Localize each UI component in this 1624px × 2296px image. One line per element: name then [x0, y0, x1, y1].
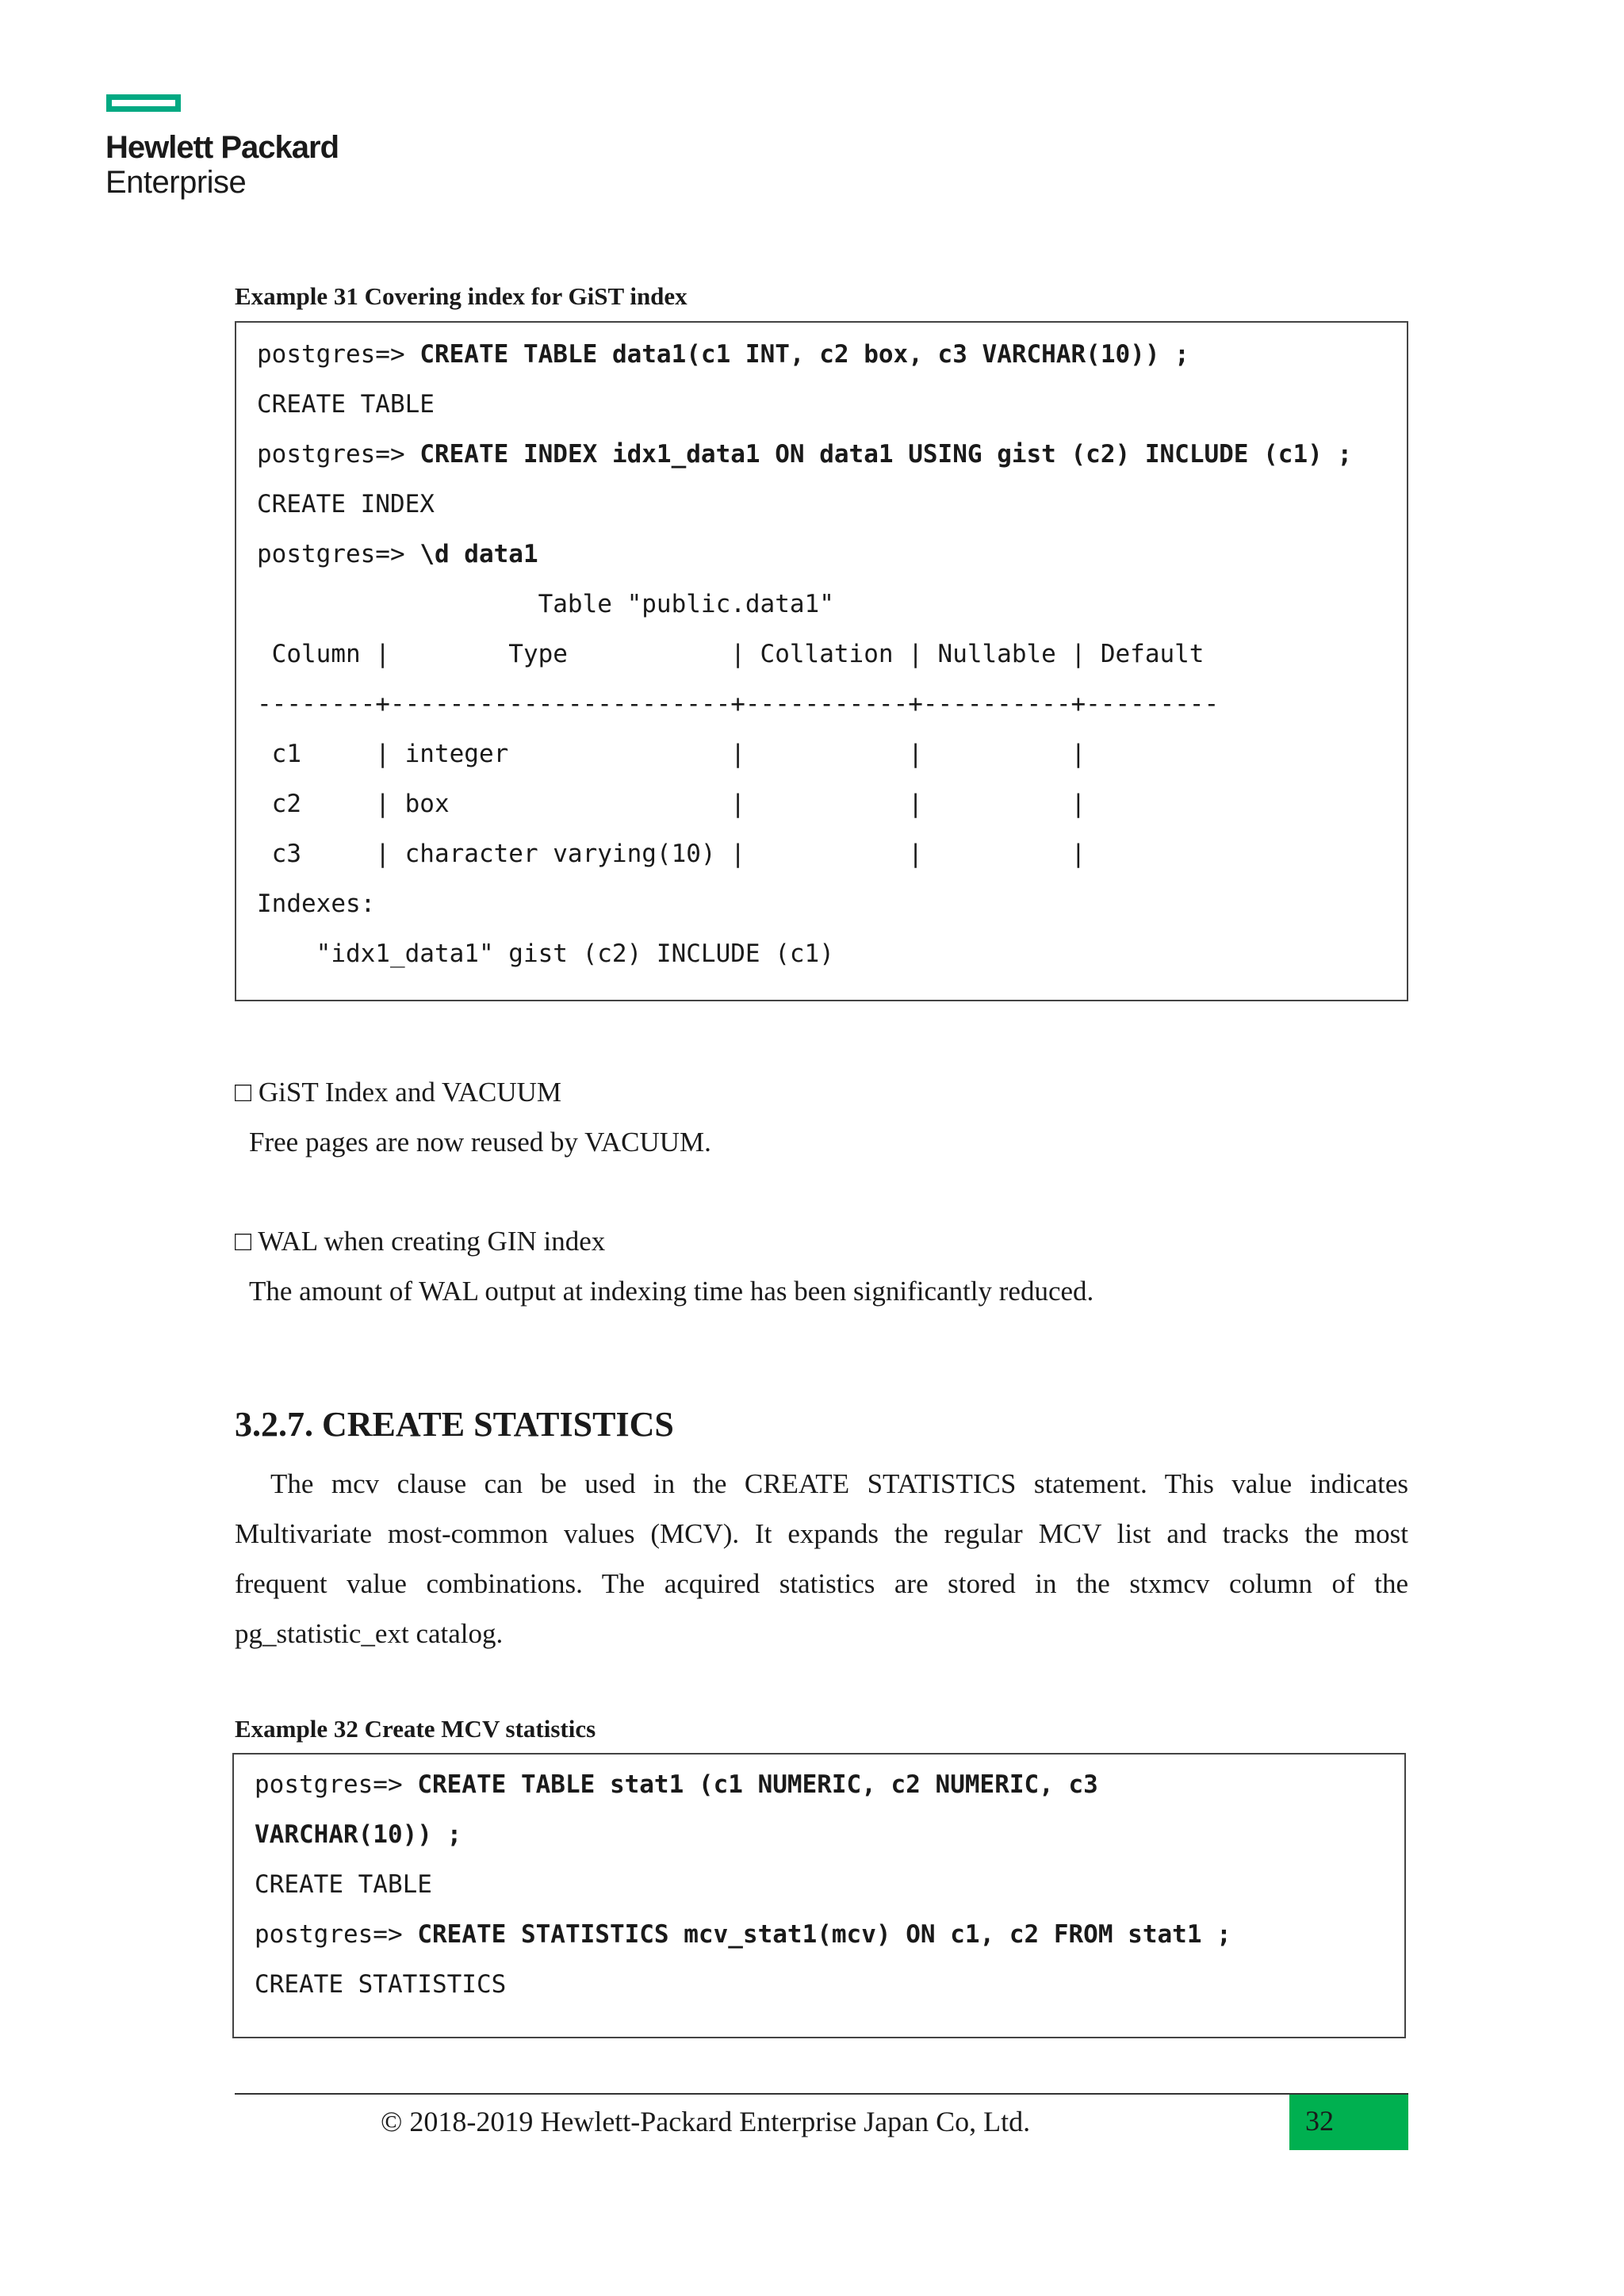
code-line: --------+-----------------------+-----------+----------+--------- [257, 690, 1220, 718]
code-line: "idx1_data1" gist (c2) INCLUDE (c1) [257, 939, 834, 968]
page-number-badge [1289, 2095, 1408, 2150]
page-number: 32 [1305, 2105, 1334, 2137]
paragraph-line: The mcv clause can be used in the CREATE STATISTICS statement. This value indicates [235, 1468, 1408, 1499]
hpe-logo [105, 94, 359, 205]
code-line: postgres=> CREATE TABLE stat1 (c1 NUMERIC, c2 NUMERIC, c3 [255, 1770, 1098, 1799]
section-heading: 3.2.7. CREATE STATISTICS [235, 1405, 674, 1444]
code-line: Indexes: [257, 890, 376, 918]
code-line: postgres=> CREATE INDEX idx1_data1 ON data1 USING gist (c2) INCLUDE (c1) ; [257, 440, 1353, 469]
footer-divider [235, 2093, 1408, 2095]
example32-code-block [232, 1753, 1406, 2038]
logo-text-line1: Hewlett Packard [105, 130, 339, 165]
code-line: postgres=> CREATE STATISTICS mcv_stat1(mcv) ON c1, c2 FROM stat1 ; [255, 1920, 1231, 1949]
example32-caption: Example 32 Create MCV statistics [235, 1715, 596, 1743]
section-paragraph [235, 1459, 1408, 1659]
wal-gin-text: The amount of WAL output at indexing time has been significantly reduced. [249, 1276, 1094, 1307]
code-line: postgres=> \d data1 [257, 540, 538, 568]
logo-text-line2: Enterprise [105, 165, 247, 200]
gist-vacuum-text: Free pages are now reused by VACUUM. [249, 1127, 711, 1158]
wal-gin-title: □ WAL when creating GIN index [235, 1226, 606, 1257]
example31-code-block [235, 321, 1408, 1001]
hpe-logo-mark-icon [106, 94, 181, 112]
example31-caption: Example 31 Covering index for GiST index [235, 282, 688, 310]
code-line: Table "public.data1" [257, 590, 834, 618]
code-line: Column | Type | Collation | Nullable | Default [257, 640, 1205, 668]
code-line: CREATE TABLE [255, 1870, 432, 1899]
code-line: postgres=> CREATE TABLE data1(c1 INT, c2 box, c3 VARCHAR(10)) ; [257, 340, 1189, 369]
code-line: c3 | character varying(10) | | | [257, 840, 1086, 868]
paragraph-line: Multivariate most-common values (MCV). It expands the regular MCV list and tracks the most [235, 1518, 1408, 1549]
paragraph-line: pg_statistic_ext catalog. [235, 1618, 504, 1649]
code-line: CREATE TABLE [257, 390, 435, 419]
code-line: CREATE INDEX [257, 490, 435, 519]
gist-vacuum-title: □ GiST Index and VACUUM [235, 1077, 562, 1108]
code-line: VARCHAR(10)) ; [255, 1820, 462, 1849]
code-line: CREATE STATISTICS [255, 1970, 507, 1999]
footer-copyright: © 2018-2019 Hewlett-Packard Enterprise Japan Co, Ltd. [381, 2106, 1031, 2137]
code-line: c2 | box | | | [257, 790, 1086, 818]
paragraph-line: frequent value combinations. The acquired statistics are stored in the stxmcv column of the [235, 1568, 1408, 1599]
code-line: c1 | integer | | | [257, 740, 1086, 768]
